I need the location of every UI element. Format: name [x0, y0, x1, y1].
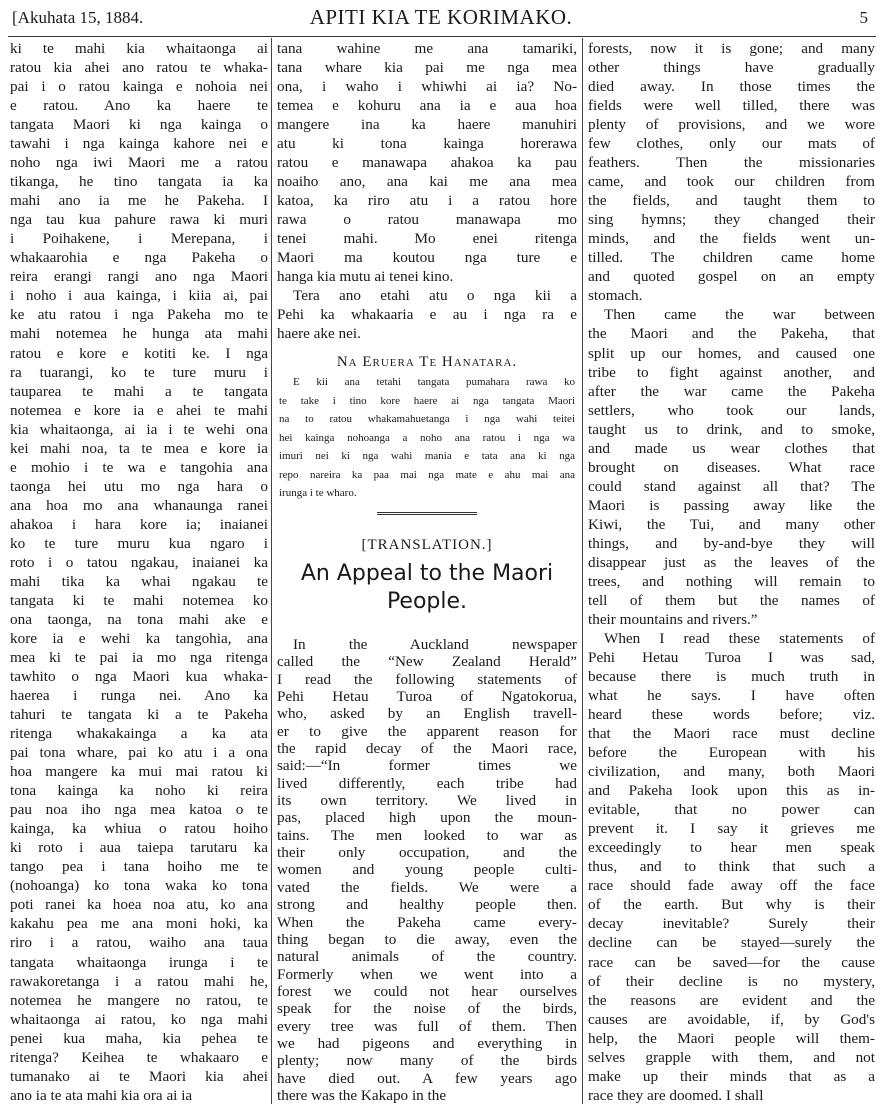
text-line: e ratou. Ano ka haere te — [10, 97, 268, 115]
newspaper-title: APITI KIA TE KORIMAKO. — [309, 5, 573, 29]
text-line: prevent it. I say it grieves me — [588, 820, 875, 838]
text-line: have died out. A few years ago — [277, 1069, 577, 1087]
text-line: thing began to die away, even the — [277, 930, 577, 948]
header-rule — [8, 36, 876, 37]
text-line: ratou kia ahei ano ratou te whaka- — [10, 59, 268, 77]
text-line: rawa o ratou manawapa mo — [277, 211, 577, 228]
text-line: rawakoretanga i a ratou mahi he, — [10, 972, 268, 990]
text-line: we had pigeons and everything in — [277, 1034, 577, 1052]
text-line: atu ki tona kainga horerawa — [277, 135, 577, 152]
text-line: ke atu ratou i nga Pakeha mo te — [10, 306, 268, 324]
text-line: selves grapple with them, and not — [588, 1048, 875, 1066]
text-line: disappear just as the leaves of the — [588, 553, 875, 571]
text-line: before the European with his — [588, 744, 875, 762]
text-line: When the Pakeha came every- — [277, 913, 577, 931]
text-line: Pehi Hetau Turoa I was sad, — [588, 649, 875, 666]
text-line: tana wahine me ana tamariki, — [277, 40, 577, 57]
page-number: 5 — [859, 8, 868, 27]
page-header — [0, 4, 882, 34]
text-line: strong and healthy people then. — [277, 896, 577, 914]
text-line: penei kua maha, kia pehea te — [10, 1029, 268, 1047]
text-line: notemea he mangere no ratou, te — [10, 991, 268, 1009]
text-line: their only occupation, and the — [277, 844, 577, 862]
column-3-translation — [588, 40, 875, 1104]
text-line: feathers. Then the missionaries — [588, 154, 875, 172]
text-line: pai i o ratou kainga e nohoia nei — [10, 78, 268, 96]
text-line: tains. The men looked to war as — [277, 826, 577, 844]
text-line: er to give the apparent reason for — [277, 722, 577, 740]
text-line: taonga hei utu mo nga hara o — [10, 477, 268, 495]
author-byline: Na Eruera Te Hanatara. — [336, 354, 518, 370]
text-line: thus, and to think that such a — [588, 858, 875, 876]
text-line: irunga i te wharo. — [279, 487, 357, 499]
text-line: of their decline is no mystery, — [588, 972, 875, 990]
text-line: temea e kohuru ana ia e aua hoa — [277, 97, 577, 114]
text-line: pas, placed high upon the moun- — [277, 809, 577, 827]
text-line: tahuri te tangata ki a te Pakeha — [10, 706, 268, 724]
text-line: kakahu pea me ana moni hoki, ka — [10, 915, 268, 933]
text-line: tenei mahi. Mo enei ritenga — [277, 230, 577, 247]
text-line: tangata whaitaonga irunga i te — [10, 953, 268, 971]
column-divider — [582, 38, 583, 1104]
text-line: things, and by-and-bye they will — [588, 534, 875, 552]
text-line: mea ki te pai ia mo nga ritenga — [10, 649, 268, 666]
text-line: speak for the noise of the birds, — [277, 1000, 577, 1018]
text-line: ahakoa i hara kore ia; inaianei — [10, 515, 268, 533]
text-line: kei mahi noa, ta te mea e kore ia — [10, 439, 268, 457]
text-line: i noho i aua kainga, i kiia ai, pai — [10, 287, 268, 305]
text-line: race should fade away off the face — [588, 877, 875, 895]
text-line: the rapid decay of the Maori race, — [277, 740, 577, 758]
text-line: died away. In those times the — [588, 78, 875, 96]
text-line: nga tau kua pahure rawa ki muri — [10, 211, 268, 229]
text-line: repo nareira ka paa mai nga mate e ahu mai ana — [279, 468, 575, 481]
text-line: When I read these statements of — [604, 629, 875, 647]
translation-heading — [277, 512, 577, 616]
text-line: the reasons are evident and the — [588, 991, 875, 1009]
text-line: forest we could not hear ourselves — [277, 982, 577, 1000]
text-line: mangere ina ka haere manuhiri — [277, 116, 577, 133]
text-line: tana whare kia pai me nga mea — [277, 59, 577, 76]
text-line: hoa mangere ka mui mai ratou ki — [10, 763, 268, 781]
text-line: e mohio i te wa e tangohia ana — [10, 458, 268, 476]
text-line: trees, and nothing will remain to — [588, 572, 875, 590]
text-line: tribe to fight against another, and — [588, 363, 875, 381]
column-2-maori-text — [277, 40, 577, 342]
text-line: notemea e kore ia e ahei te mahi — [10, 401, 268, 419]
text-line: brought on diseases. What race — [588, 458, 875, 476]
text-line: imuri nei ki nga wahi mania e tata ana ki nga — [279, 450, 575, 462]
text-line: Then came the war between — [604, 306, 875, 324]
text-line: ki te mahi kia whaitaonga ai — [10, 40, 268, 57]
text-line: Maori is passing away like the — [588, 496, 875, 514]
text-line: split up our homes, and caused one — [588, 344, 875, 362]
text-line: stomach. — [588, 287, 643, 305]
text-line: tilled. The children came home — [588, 249, 875, 267]
text-line: race can be saved—for the cause — [588, 953, 875, 971]
text-line: (nohoanga) ko tona waka ko tona — [10, 877, 268, 895]
text-line: In the Auckland newspaper — [293, 636, 577, 653]
text-line: other things have gradually — [588, 59, 875, 77]
text-line: few clothes, only our mats of — [588, 135, 875, 153]
text-line: noho nga iwi Maori me a ratou — [10, 154, 268, 172]
text-line: tikanga, he tino tangata ia ka — [10, 173, 268, 191]
text-line: mahi notemea he hunga ata mahi — [10, 325, 268, 343]
text-line: na to ratou whakamahuetanga i nga wahi teitei — [279, 413, 575, 425]
text-line: whaitaonga ai ratou, ko nga mahi — [10, 1010, 268, 1028]
article-title-line-2: People. — [386, 589, 468, 614]
text-line: the Maori and the Pakeha, that — [588, 325, 875, 343]
text-line: ratou e manawapa ahakoa ka pau — [277, 154, 577, 171]
text-line: natural animals of the country. — [277, 948, 577, 966]
text-line: tangata Maori ki nga kainga o — [10, 116, 268, 134]
text-line: tangata ki te mahi notemea ko — [10, 591, 268, 609]
text-line: te take i tino kore haere ai nga tangata Maori — [279, 394, 575, 407]
text-line: taught us to drink, and to smoke, — [588, 420, 875, 438]
column-2-translation — [277, 636, 577, 1104]
text-line: plenty of provisions, and we wore — [588, 116, 875, 134]
text-line: Formerly when we went into a — [277, 965, 577, 983]
text-line: Kiwi, the Tui, and many other — [588, 515, 875, 533]
text-line: Pehi Hetau Turoa of Ngatokorua, — [277, 688, 577, 706]
text-line: roto i o tatou ngakau, inaianei ka — [10, 553, 268, 571]
text-line: noaiho ano, ana kai me ana mea — [277, 173, 577, 190]
text-line: ki roto i aua taiepa tarutaru ka — [10, 839, 268, 857]
text-line: make up their minds that as a — [588, 1067, 875, 1085]
text-line: tumanako ai te Maori kia ahei — [10, 1067, 268, 1085]
text-line: forests, now it is gone; and many — [588, 40, 875, 57]
issue-date: [Akuhata 15, 1884. — [12, 8, 144, 27]
text-line: vated the fields. We were a — [277, 878, 577, 896]
text-line: haere ake nei. — [277, 325, 361, 342]
text-line: poti ranei ka hoea noa atu, ko ana — [10, 896, 268, 914]
text-line: ko te ture muru kua ngaro i — [10, 534, 268, 552]
text-line: tauparea te mahi a te tangata — [10, 382, 268, 400]
text-line: exceedingly to hear men speak — [588, 839, 875, 857]
text-line: civilization, and many, both Maori — [588, 763, 875, 781]
text-line: came, and took our children from — [588, 173, 875, 191]
text-line: I read the following statements of — [277, 670, 577, 688]
text-line: mahi ano ia me he Pakeha. I — [10, 192, 268, 210]
text-line: pai tona whare, pai ko atu i a ona — [10, 744, 268, 762]
ornamental-rule — [377, 512, 477, 515]
text-line: ra tuarangi, ko te ture muru i — [10, 363, 268, 381]
column-divider — [271, 38, 272, 1104]
text-line: ritenga whakakainga a ka ata — [10, 725, 268, 743]
text-line: ana hoa mo ana whanaunga ranei — [10, 496, 268, 514]
text-line: who, asked by an English travell- — [277, 705, 577, 723]
text-line: decline can be stayed—surely the — [588, 934, 875, 952]
text-line: causes are avoidable, if, by God's — [588, 1010, 875, 1028]
text-line: kore ia e wehi ka tangohia, ana — [10, 629, 268, 647]
text-line: evitable, that no power can — [588, 801, 875, 819]
text-line: pau noa iho nga mea katoa o te — [10, 801, 268, 819]
text-line: kia whaitaonga, ai ia i te wehi ona — [10, 420, 268, 438]
text-line: reira erangi rangi ano nga Maori — [10, 268, 268, 286]
text-line: race they are doomed. I shall — [588, 1086, 764, 1104]
text-line: ratou e kore e kotiti ke. I nga — [10, 344, 268, 362]
text-line: heard these words before; viz. — [588, 706, 875, 724]
text-line: could stand against all that? The — [588, 477, 875, 495]
text-line: every tree was full of them. Then — [277, 1017, 577, 1035]
text-line: minds, and the fields went un- — [588, 230, 875, 248]
text-line: what he says. I have often — [588, 687, 875, 705]
text-line: ona, i waho i whiwhi ai ia? No- — [277, 78, 577, 95]
text-line: kainga, ka whiua o ratou hoiho — [10, 820, 268, 838]
text-line: fields were well tilled, there was — [588, 97, 875, 115]
text-line: Pehi ka whakaaria e au i nga ra e — [277, 306, 577, 323]
text-line: said:—“In former times we — [277, 757, 577, 775]
text-line: hei kainga nohoanga a noho ana ratou i nga wa — [279, 431, 575, 444]
text-line: of the earth. But why is their — [588, 896, 875, 914]
text-line: katoa, ka riro atu i a ratou hore — [277, 192, 577, 209]
text-line: and made us wear clothes that — [588, 439, 875, 457]
text-line: Tera ano etahi atu o nga kii a — [293, 287, 577, 304]
text-line: its own territory. We lived in — [277, 792, 577, 810]
byline-section — [277, 354, 577, 371]
text-line: E kii ana tetahi tangata pumahara rawa ko — [293, 376, 575, 388]
text-line: sing hymns; they changed their — [588, 211, 875, 229]
text-line: after the war came the Pakeha — [588, 382, 875, 400]
text-line: settlers, who took our lands, — [588, 401, 875, 419]
text-line: and Pakeha look upon this as in- — [588, 782, 875, 800]
text-line: plenty; now many of the birds — [277, 1052, 577, 1070]
text-line: lived differently, each tribe had — [277, 774, 577, 792]
column-1-maori-text — [10, 40, 268, 1104]
text-line: tango pea i tana hoiho me te — [10, 858, 268, 876]
text-line: decay inevitable? Surely their — [588, 915, 875, 933]
text-line: help, the Maori people will them- — [588, 1029, 875, 1047]
article-title-line-1: An Appeal to the Maori — [300, 561, 554, 586]
maori-note — [279, 376, 575, 500]
text-line: whakaarohia e nga Pakeha o — [10, 249, 268, 267]
text-line: their mountains and rivers.” — [588, 610, 758, 628]
text-line: mahi tika ka whai ngakau te — [10, 572, 268, 590]
text-line: called the “New Zealand Herald” — [277, 653, 577, 671]
text-line: tawahi i nga kainga kahore nei e — [10, 135, 268, 153]
text-line: i Poihakene, i Merepana, i — [10, 230, 268, 248]
text-line: women and young people culti- — [277, 861, 577, 879]
text-line: Maori ma koutou nga ture e — [277, 249, 577, 266]
text-line: there was the Kakapo in the — [277, 1086, 447, 1104]
text-line: ano ia te ata mahi kia ora ai ia — [10, 1086, 193, 1104]
text-line: tona kainga ka noho ki reira — [10, 782, 268, 800]
translation-label: [TRANSLATION.] — [361, 537, 493, 553]
text-line: because there is much truth in — [588, 668, 875, 686]
text-line: tawhito o nga Maori kua whaka- — [10, 668, 268, 686]
text-line: that the Maori race must decline — [588, 725, 875, 743]
text-line: ritenga? Keihea te whakaaro e — [10, 1048, 268, 1066]
text-line: haerea i runga nei. Ano ka — [10, 687, 268, 705]
text-line: riro i a ratou, waiho ana taua — [10, 934, 268, 952]
text-line: and quoted gospel on an empty — [588, 268, 875, 286]
text-line: ona taonga, na tona mahi ake e — [10, 610, 268, 628]
text-line: tell of them but the names of — [588, 591, 875, 609]
text-line: the fields, and taught them to — [588, 192, 875, 210]
text-line: hanga kia mutu ai tenei kino. — [277, 268, 454, 285]
